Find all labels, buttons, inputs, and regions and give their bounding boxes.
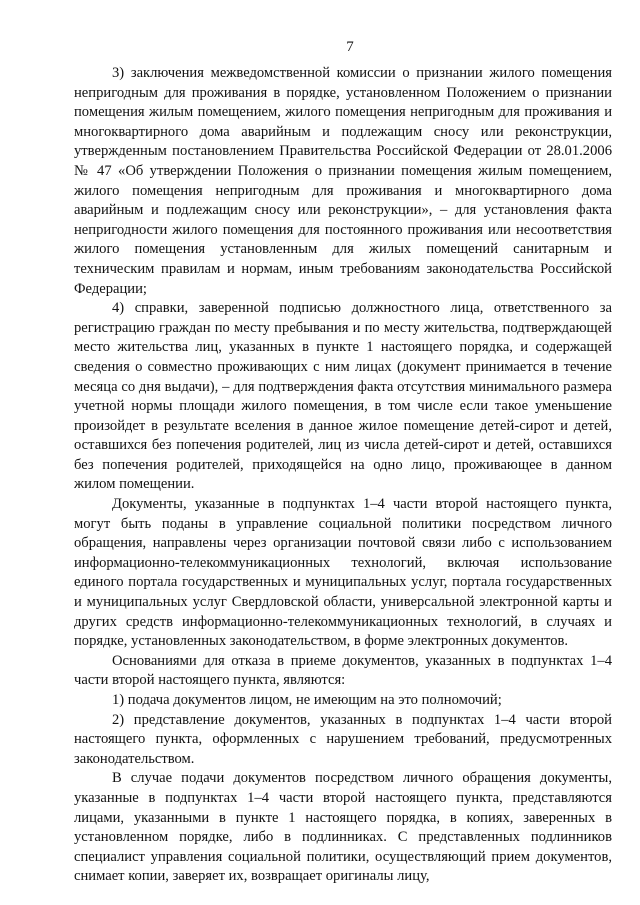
paragraph-refusal-ground-1: 1) подача документов лицом, не имеющим на это полномочий; [112,692,502,708]
paragraph-refusal-ground-2: 2) представление документов, указанных в подпунктах 1–4 части второй настоящего пункта, оформленных с нарушением требований, предусмотренных законодательством. [74,711,612,767]
paragraph-item-4: 4) справки, заверенной подписью должностного лица, ответственного за регистрацию граждан по месту пребывания и по месту жительства, подтверждающей место жительства лиц, указанных в пункте 1 настоящего порядка, и содержащей сведения о совместно проживающих с ним лицах (документ принимается в течение месяца со дня выдачи), – для подтверждения факта отсутствия минимального размера учетной нормы площади жилого помещения, в том числе если такое уменьшение произойдет в результате вселения в данное жилое помещение детей-сирот и детей, оставшихся без попечения родителей, лиц из числа детей-сирот и детей, оставшихся без попечения родителей, приходящейся на одно лицо, проживающее в данном жилом помещении. [74,300,612,493]
page-number: 7 [346,39,354,55]
paragraph-personal-submission: В случае подачи документов посредством личного обращения документы, указанные в подпунктах 1–4 части второй настоящего пункта, представляются лицами, указанными в пункте 1 настоящего порядка, в копиях, заверенных в установленном порядке, либо в подлинниках. С представленных подлинников специалист управления социальной политики, осуществляющий прием документов, снимает копии, заверяет их, возвращает оригиналы лицу, [74,770,612,885]
paragraph-item-3: 3) заключения межведомственной комиссии о признании жилого помещения непригодным для проживания в порядке, установленном Положением о признании помещения жилым помещением, жилого помещения непригодным для проживания и многоквартирного дома аварийным и подлежащим сносу или реконструкции, утвержденным постановлением Правительства Российской Федерации от 28.01.2006 № 47 «Об утверждении Положения о признании помещения жилым помещением, жилого помещения непригодным для проживания и многоквартирного дома аварийным и подлежащим сносу или реконструкции», – для установления факта непригодности жилого помещения для постоянного проживания или несоответствия жилого помещения установленным для жилых помещений санитарным и техническим правилам и нормам, иным требованиям законодательства Российской Федерации; [74,65,612,297]
document-page [74,38,612,887]
paragraph-refusal-grounds: Основаниями для отказа в приеме документов, указанных в подпунктах 1–4 части второй настоящего пункта, являются: [74,652,612,689]
paragraph-documents-submission: Документы, указанные в подпунктах 1–4 части второй настоящего пункта, могут быть поданы в управление социальной политики посредством личного обращения, направлены через организации почтовой связи либо с использованием информационно-телекоммуникационных технологий, включая использование единого портала государственных и муниципальных услуг, портала государственных и муниципальных услуг Свердловской области, универсальной электронной карты и других средств информационно-телекоммуникационных технологий, в случаях и порядке, установленных законодательством, в форме электронных документов. [74,496,612,650]
